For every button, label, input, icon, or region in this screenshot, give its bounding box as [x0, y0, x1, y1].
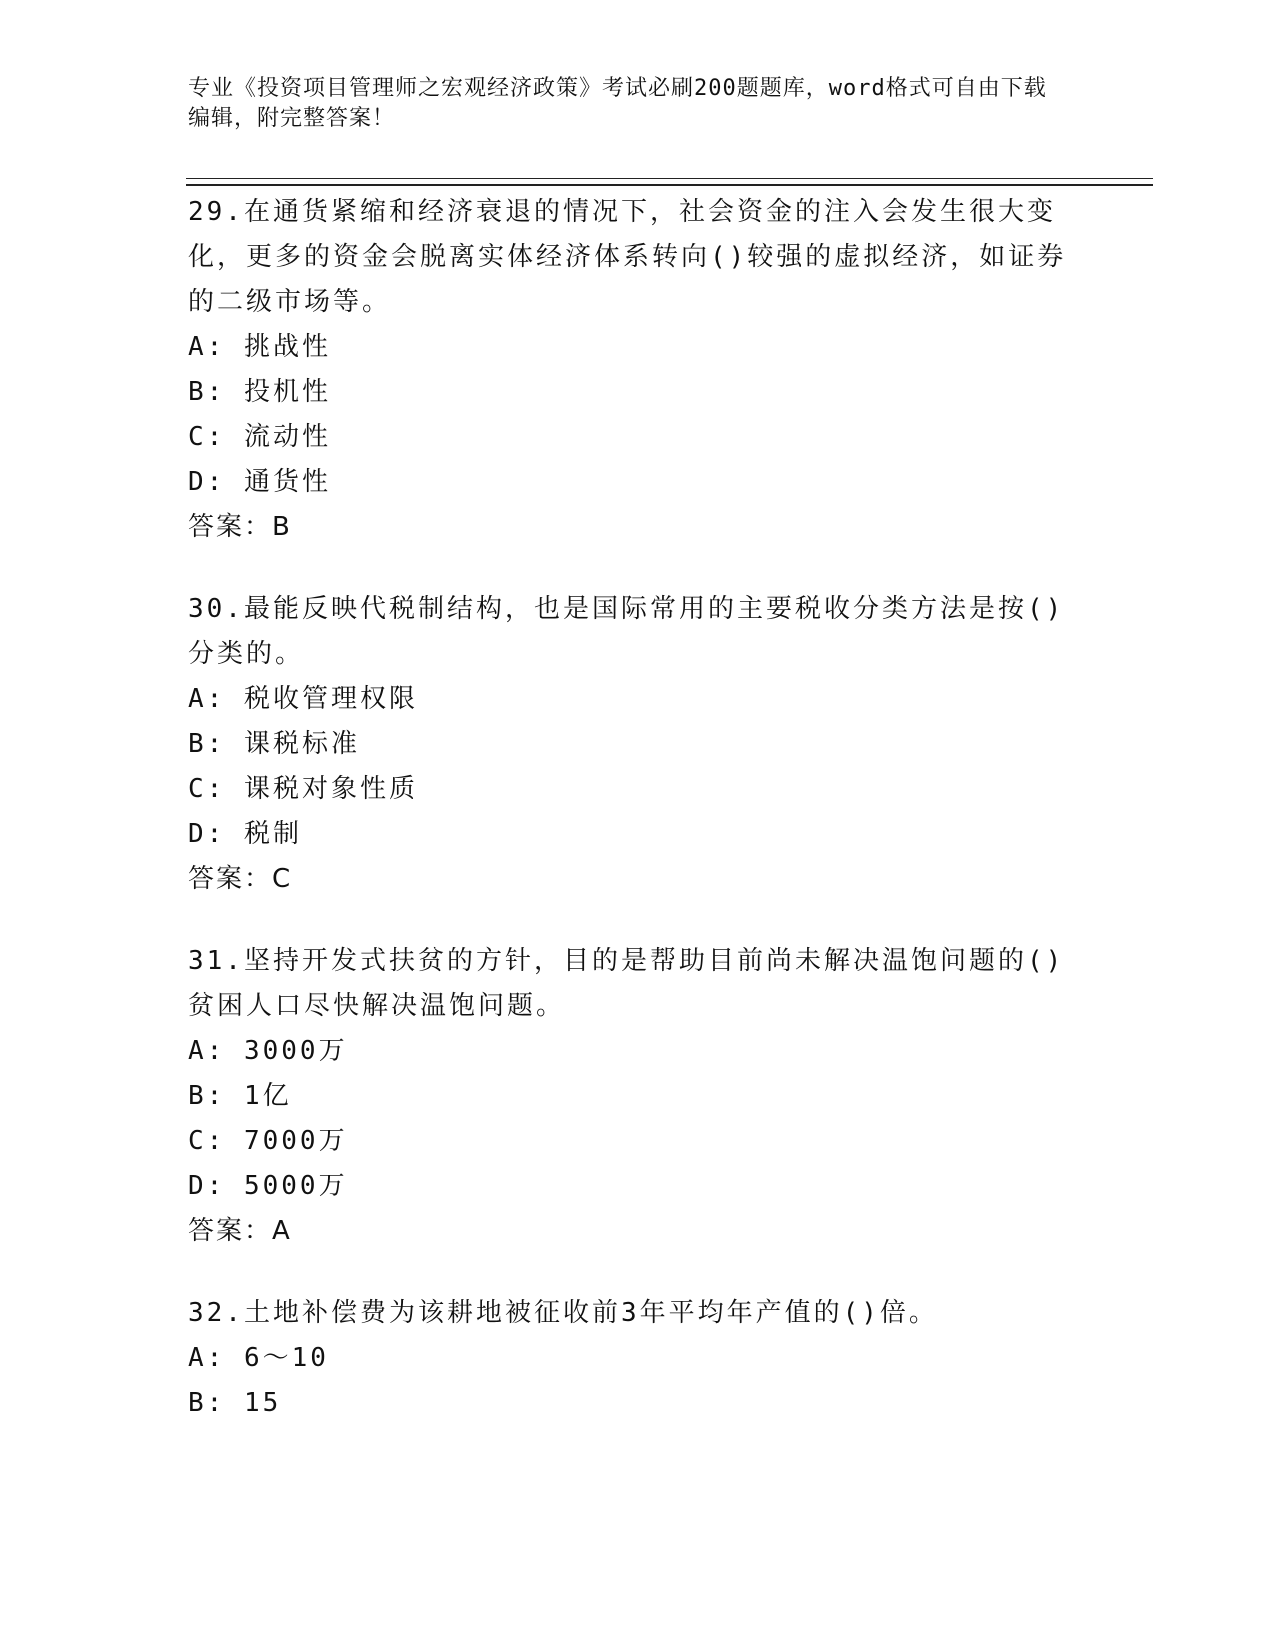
- question-32: [188, 1291, 1068, 1426]
- question-stem: 29.在通货紧缩和经济衰退的情况下，社会资金的注入会发生很大变化，更多的资金会脱离实体经济体系转向()较强的虚拟经济，如证券的二级市场等。: [188, 197, 1067, 317]
- option-b: B: 15: [188, 1388, 282, 1418]
- answer-label: 答案：: [188, 512, 273, 542]
- option-a: A: 挑战性: [188, 332, 331, 362]
- option-b: B: 课税标准: [188, 729, 360, 759]
- answer-value: B: [272, 512, 292, 542]
- header-divider-thin: [186, 178, 1153, 179]
- option-c: C: 流动性: [188, 422, 331, 452]
- option-c: C: 7000万: [188, 1126, 348, 1156]
- option-b: B: 投机性: [188, 377, 331, 407]
- option-d: D: 5000万: [188, 1171, 348, 1201]
- option-a: A: 税收管理权限: [188, 684, 418, 714]
- header-divider-thick: [186, 184, 1153, 186]
- answer-line: [188, 505, 1068, 550]
- document-header: [188, 74, 1068, 134]
- question-stem: 32.土地补偿费为该耕地被征收前3年平均年产值的()倍。: [188, 1298, 938, 1328]
- question-stem: 30.最能反映代税制结构，也是国际常用的主要税收分类方法是按()分类的。: [188, 594, 1065, 669]
- answer-label: 答案：: [188, 864, 273, 894]
- question-30: [188, 587, 1068, 902]
- answer-value: A: [272, 1216, 292, 1246]
- question-29: [188, 190, 1068, 550]
- option-a: A: 6～10: [188, 1343, 329, 1373]
- answer-value: C: [272, 864, 293, 894]
- option-d: D: 税制: [188, 819, 302, 849]
- answer-line: [188, 1209, 1068, 1254]
- question-31: [188, 939, 1068, 1254]
- question-list: [188, 190, 1068, 1463]
- answer-label: 答案：: [188, 1216, 273, 1246]
- option-d: D: 通货性: [188, 467, 331, 497]
- option-b: B: 1亿: [188, 1081, 292, 1111]
- question-stem: 31.坚持开发式扶贫的方针，目的是帮助目前尚未解决温饱问题的()贫困人口尽快解决温饱问题。: [188, 946, 1065, 1021]
- option-c: C: 课税对象性质: [188, 774, 418, 804]
- header-text: 专业《投资项目管理师之宏观经济政策》考试必刷200题题库，word格式可自由下载编辑，附完整答案！: [188, 76, 1047, 131]
- option-a: A: 3000万: [188, 1036, 348, 1066]
- answer-line: [188, 857, 1068, 902]
